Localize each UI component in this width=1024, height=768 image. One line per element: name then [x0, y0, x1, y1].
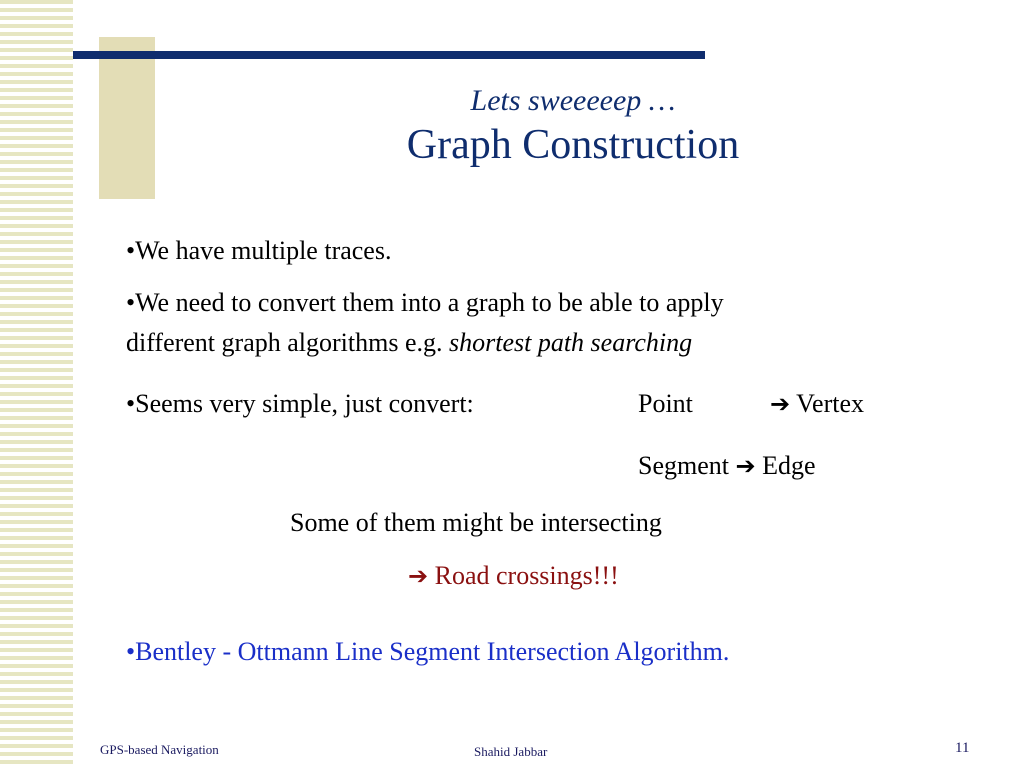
footer-author: Shahid Jabbar [474, 744, 548, 759]
bullet-convert-line2 [126, 323, 724, 363]
footer-course-title: GPS-based Navigation [100, 742, 219, 757]
bullet-simple-convert: •Seems very simple, just convert: [126, 389, 474, 418]
bullet-bentley-ottmann: •Bentley - Ottmann Line Segment Intersection Algorithm. [126, 637, 730, 666]
mapping-segment-edge [638, 446, 816, 486]
mapping-vertex-label: Vertex [796, 389, 864, 418]
note-intersecting: Some of them might be intersecting [290, 508, 662, 537]
note-road-crossings-text: Road crossings!!! [434, 561, 619, 590]
footer-page-number: 11 [955, 740, 970, 756]
bullet-convert-line1: •We need to convert them into a graph to be able to apply [126, 288, 724, 317]
bullet-multiple-traces: •We have multiple traces. [126, 236, 392, 265]
decorative-stripe-panel [0, 0, 73, 768]
mapping-segment-label: Segment [638, 451, 729, 480]
mapping-point-vertex [770, 384, 864, 424]
bullet-convert-line2-italic: shortest path searching [448, 328, 693, 357]
bullet-convert-line2-text: different graph algorithms e.g. [126, 328, 449, 357]
right-arrow-icon: ➔ [735, 452, 756, 480]
note-road-crossings [408, 556, 619, 596]
slide-subtitle: Lets sweeeeep … [470, 84, 676, 117]
slide-main-title: Graph Construction [406, 122, 740, 168]
right-arrow-icon: ➔ [770, 390, 791, 418]
right-arrow-icon: ➔ [408, 562, 429, 590]
bullet-convert-to-graph [126, 283, 724, 363]
decorative-navy-bar [73, 51, 705, 59]
decorative-tan-block [99, 37, 155, 199]
mapping-point-label: Point [638, 389, 693, 418]
mapping-edge-label: Edge [762, 451, 816, 480]
slide-title [300, 82, 846, 170]
